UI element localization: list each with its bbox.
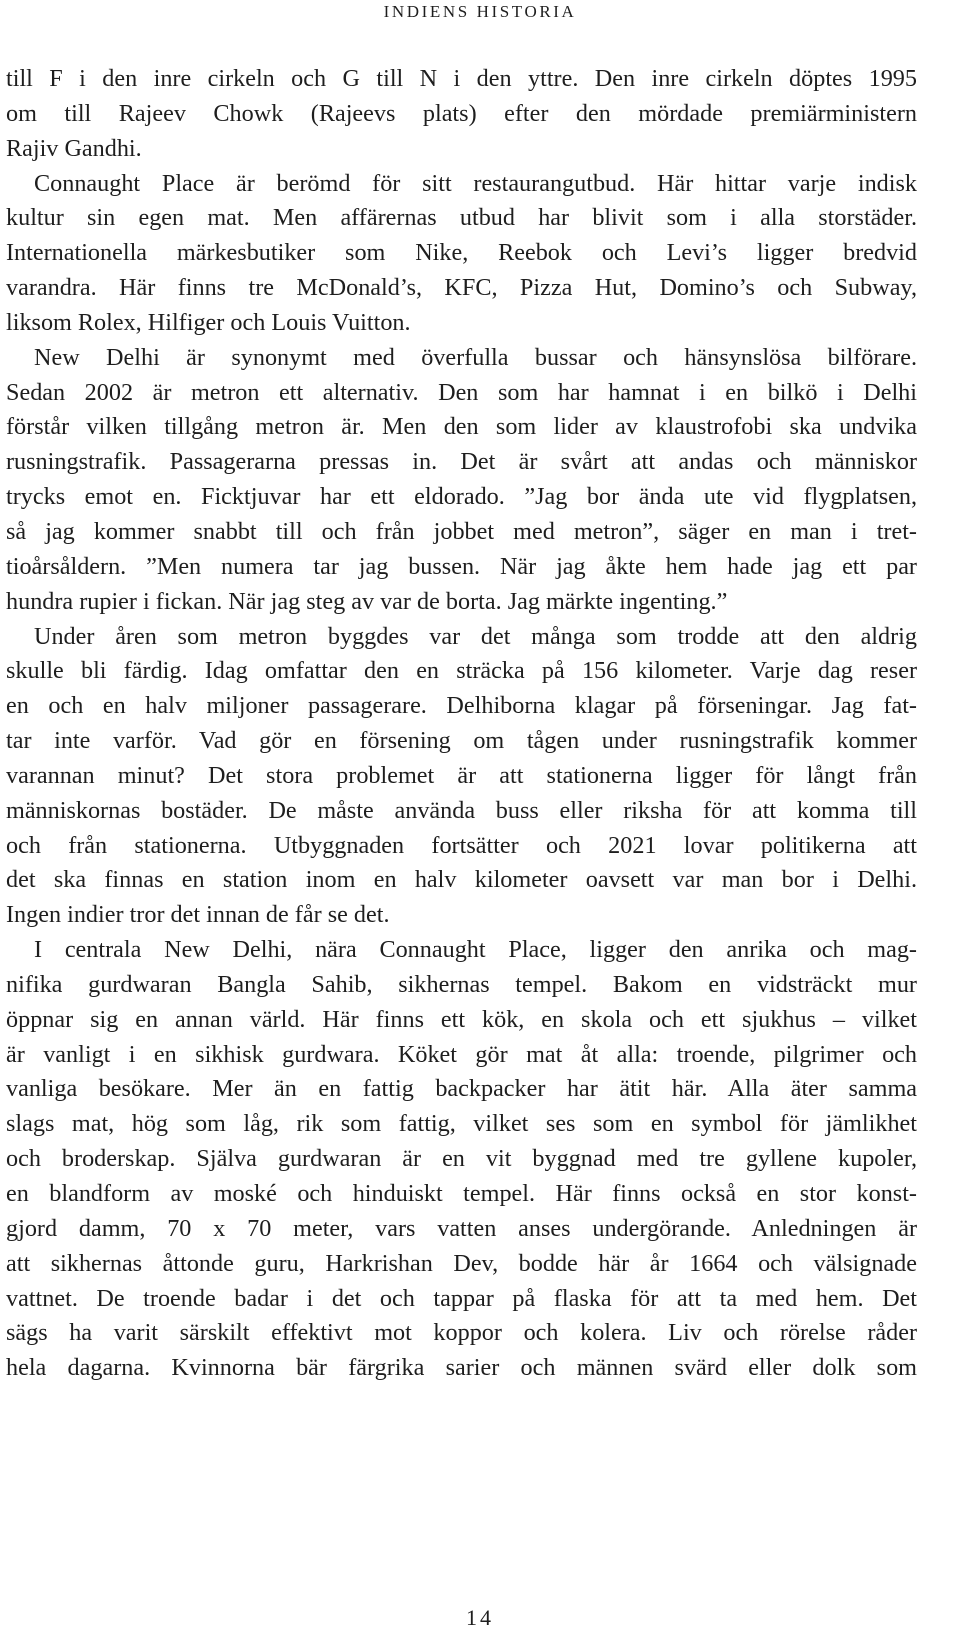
text-line: hundra rupier i fickan. När jag steg av var de borta. Jag märkte ingenting.” xyxy=(6,587,728,615)
page-number: 14 xyxy=(466,1605,494,1630)
text-line: Internationella märkesbutiker som Nike, Reebok och Levi’s ligger bredvid xyxy=(6,239,917,267)
text-line: människornas bostäder. De måste använda buss eller riksha för att komma till xyxy=(6,796,917,824)
text-line: varandra. Här finns tre McDonald’s, KFC, Pizza Hut, Domino’s och Subway, xyxy=(6,274,917,302)
text-line: skulle bli färdig. Idag omfattar den en sträcka på 156 kilometer. Varje dag reser xyxy=(6,657,917,685)
text-line: en och en halv miljoner passagerare. Delhiborna klagar på förseningar. Jag fat- xyxy=(6,692,917,720)
text-line: Sedan 2002 är metron ett alternativ. Den som har hamnat i en bilkö i Delhi xyxy=(6,378,917,406)
text-line: rusningstrafik. Passagerarna pressas in. Det är svårt att andas och människor xyxy=(6,448,917,476)
text-line: en blandform av moské och hinduiskt tempel. Här finns också en stor konst- xyxy=(6,1180,917,1207)
running-header: INDIENS HISTORIA xyxy=(383,2,577,21)
text-line: tioårsåldern. ”Men numera tar jag bussen. När jag åkte hem hade jag ett par xyxy=(6,552,917,580)
text-line: hela dagarna. Kvinnorna bär färgrika sarier och männen svärd eller dolk som xyxy=(6,1354,917,1382)
text-line: vanliga besökare. Mer än en fattig backpacker har ätit här. Alla äter samma xyxy=(6,1075,917,1103)
text-line: och från stationerna. Utbyggnaden fortsätter och 2021 lovar politikerna att xyxy=(6,831,917,859)
text-line: gjord damm, 70 x 70 meter, vars vatten anses undergörande. Anledningen är xyxy=(6,1214,917,1242)
text-line: och broderskap. Själva gurdwaran är en vit byggnad med tre gyllene kupoler, xyxy=(6,1145,917,1173)
text-line: Connaught Place är berömd för sitt restaurangutbud. Här hittar varje indisk xyxy=(34,169,917,197)
text-line: I centrala New Delhi, nära Connaught Place, ligger den anrika och mag- xyxy=(34,936,917,964)
text-line: varannan minut? Det stora problemet är att stationerna ligger för långt från xyxy=(6,761,917,789)
text-line: kultur sin egen mat. Men affärernas utbud har blivit som i alla storstäder. xyxy=(6,204,917,232)
text-line: det ska finnas en station inom en halv kilometer oavsett var man bor i Delhi. xyxy=(6,866,917,894)
text-line: sägs ha varit särskilt effektivt mot koppor och kolera. Liv och rörelse råder xyxy=(6,1319,917,1347)
text-line: om till Rajeev Chowk (Rajeevs plats) efter den mördade premiärministern xyxy=(6,99,917,127)
text-line: New Delhi är synonymt med överfulla bussar och hänsynslösa bilförare. xyxy=(34,343,917,371)
text-line: öppnar sig en annan värld. Här finns ett kök, en skola och ett sjukhus – vilket xyxy=(6,1005,917,1033)
text-line: Ingen indier tror det innan de får se det. xyxy=(6,901,390,929)
text-line: tar inte varför. Vad gör en försening om tågen under rusningstrafik kommer xyxy=(6,727,917,755)
body-text xyxy=(6,62,917,1386)
text-line: Rajiv Gandhi. xyxy=(6,134,142,162)
text-line: till F i den inre cirkeln och G till N i den yttre. Den inre cirkeln döptes 1995 xyxy=(6,65,917,92)
text-line: att sikhernas åttonde guru, Harkrishan Dev, bodde här år 1664 och välsignade xyxy=(6,1249,917,1277)
text-line: så jag kommer snabbt till och från jobbet med metron”, säger en man i tret- xyxy=(6,517,917,545)
text-line: vattnet. De troende badar i det och tappar på flaska för att ta med hem. Det xyxy=(6,1284,917,1312)
text-line: förstår vilken tillgång metron är. Men den som lider av klaustrofobi ska undvika xyxy=(6,413,917,441)
text-line: nifika gurdwaran Bangla Sahib, sikhernas tempel. Bakom en vidsträckt mur xyxy=(6,970,917,998)
text-line: slags mat, hög som låg, rik som fattig, vilket ses som en symbol för jämlikhet xyxy=(6,1110,917,1138)
text-line: Under åren som metron byggdes var det många som trodde att den aldrig xyxy=(34,622,917,650)
text-line: är vanligt i en sikhisk gurdwara. Köket gör mat åt alla: troende, pilgrimer och xyxy=(6,1040,917,1068)
text-line: trycks emot en. Ficktjuvar har ett eldorado. ”Jag bor ända ute vid flygplatsen, xyxy=(6,483,917,511)
text-line: liksom Rolex, Hilfiger och Louis Vuitton. xyxy=(6,308,411,336)
